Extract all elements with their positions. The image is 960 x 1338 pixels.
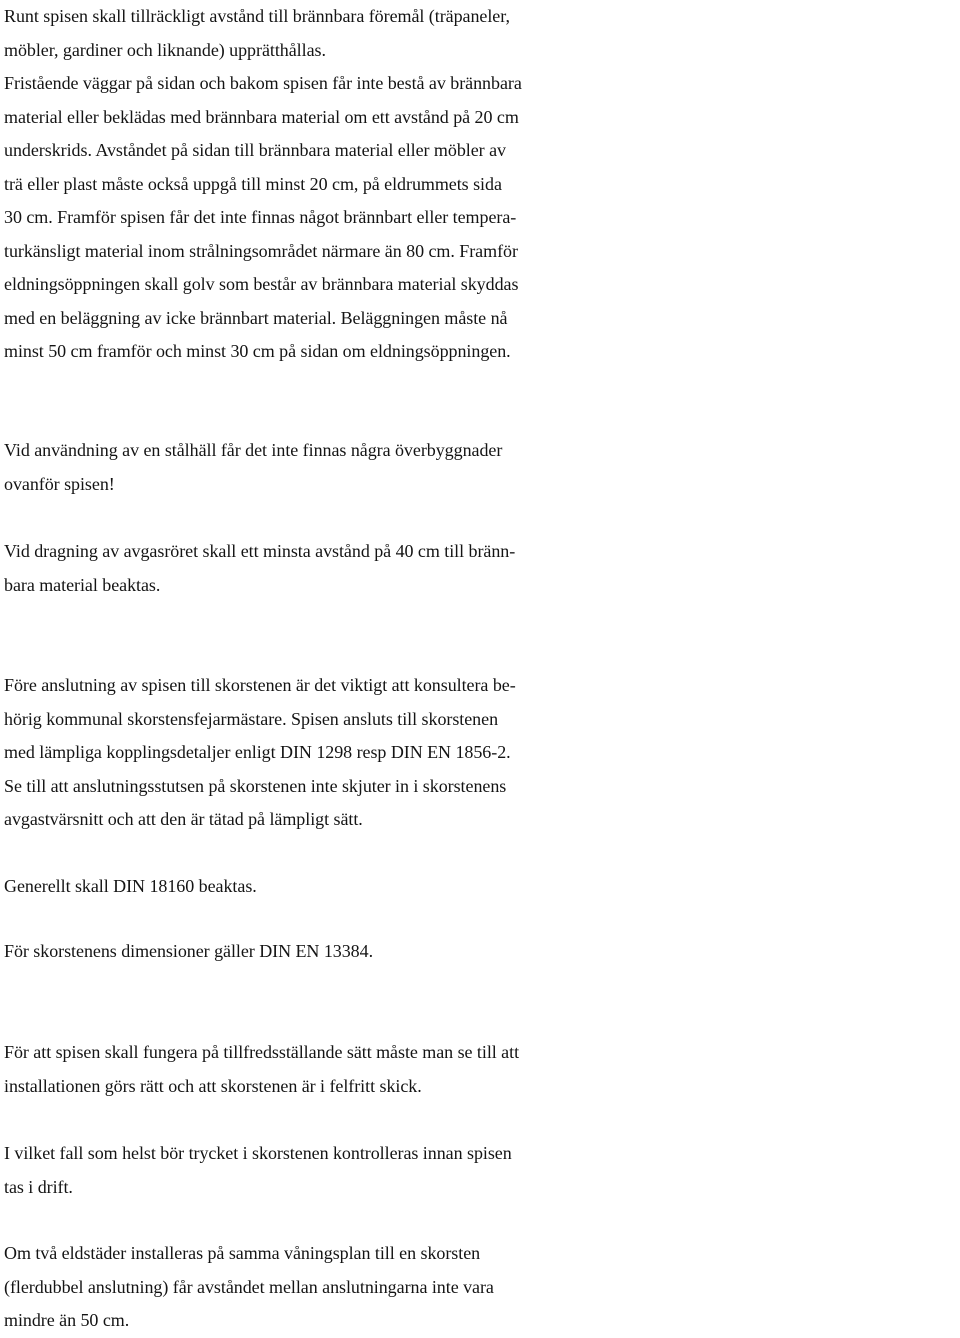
text-line: Vid dragning av avgasröret skall ett minsta avstånd på 40 cm till bränn- xyxy=(4,541,516,561)
text-line: trä eller plast måste också uppgå till minst 20 cm, på eldrummets sida xyxy=(4,173,502,194)
text-line: (flerdubbel anslutning) får avståndet mellan anslutningarna inte vara xyxy=(4,1276,494,1297)
paragraph-din-13384 xyxy=(4,935,956,969)
text-line: Se till att anslutningsstutsen på skorstenen inte skjuter in i skorstenens xyxy=(4,775,507,796)
paragraph-clearance xyxy=(4,0,956,369)
text-line: hörig kommunal skorstensfejarmästare. Spisen ansluts till skorstenen xyxy=(4,708,499,729)
paragraph-din-18160 xyxy=(4,870,956,904)
text-line: Om två eldstäder installeras på samma våningsplan till en skorsten xyxy=(4,1243,481,1263)
text-line: installationen görs rätt och att skorstenen är i felfritt skick. xyxy=(4,1075,422,1096)
text-line: avgastvärsnitt och att den är tätad på lämpligt sätt. xyxy=(4,809,363,829)
text-line: minst 50 cm framför och minst 30 cm på sidan om eldningsöppningen. xyxy=(4,341,511,361)
text-line: tas i drift. xyxy=(4,1176,73,1197)
text-line: bara material beaktas. xyxy=(4,574,161,595)
text-line: Före anslutning av spisen till skorstenen är det viktigt att konsultera be- xyxy=(4,675,516,695)
text-line: För skorstenens dimensioner gäller DIN EN 13384. xyxy=(4,941,374,961)
text-line: mindre än 50 cm. xyxy=(4,1310,130,1330)
text-line: Vid användning av en stålhäll får det inte finnas några överbyggnader xyxy=(4,440,503,460)
text-line: underskrids. Avståndet på sidan till brännbara material eller möbler av xyxy=(4,140,506,160)
text-line: eldningsöppningen skall golv som består av brännbara material skyddas xyxy=(4,274,519,294)
paragraph-steel-plate xyxy=(4,434,956,501)
text-line: material eller beklädas med brännbara material om ett avstånd på 20 cm xyxy=(4,106,519,127)
text-line: ovanför spisen! xyxy=(4,473,115,494)
text-line: Generellt skall DIN 18160 beaktas. xyxy=(4,876,257,896)
paragraph-proper-function xyxy=(4,1036,956,1103)
text-line: I vilket fall som helst bör trycket i skorstenen kontrolleras innan spisen xyxy=(4,1143,512,1163)
text-line: För att spisen skall fungera på tillfredsställande sätt måste man se till att xyxy=(4,1042,520,1062)
text-line: med lämpliga kopplingsdetaljer enligt DIN 1298 resp DIN EN 1856-2. xyxy=(4,742,511,762)
paragraph-chimney-connection xyxy=(4,669,956,837)
text-line: med en beläggning av icke brännbart material. Beläggningen måste nå xyxy=(4,307,508,328)
text-line: möbler, gardiner och liknande) upprätthållas. xyxy=(4,39,326,60)
paragraph-pressure-check xyxy=(4,1137,956,1204)
paragraph-multiple-connection xyxy=(4,1237,956,1338)
text-line: 30 cm. Framför spisen får det inte finnas något brännbart eller tempera- xyxy=(4,207,517,227)
paragraph-flue-pipe xyxy=(4,535,956,602)
text-line: Runt spisen skall tillräckligt avstånd till brännbara föremål (träpaneler, xyxy=(4,6,510,26)
text-line: turkänsligt material inom strålningsområdet närmare än 80 cm. Framför xyxy=(4,240,518,261)
text-line: Fristående väggar på sidan och bakom spisen får inte bestå av brännbara xyxy=(4,73,522,93)
